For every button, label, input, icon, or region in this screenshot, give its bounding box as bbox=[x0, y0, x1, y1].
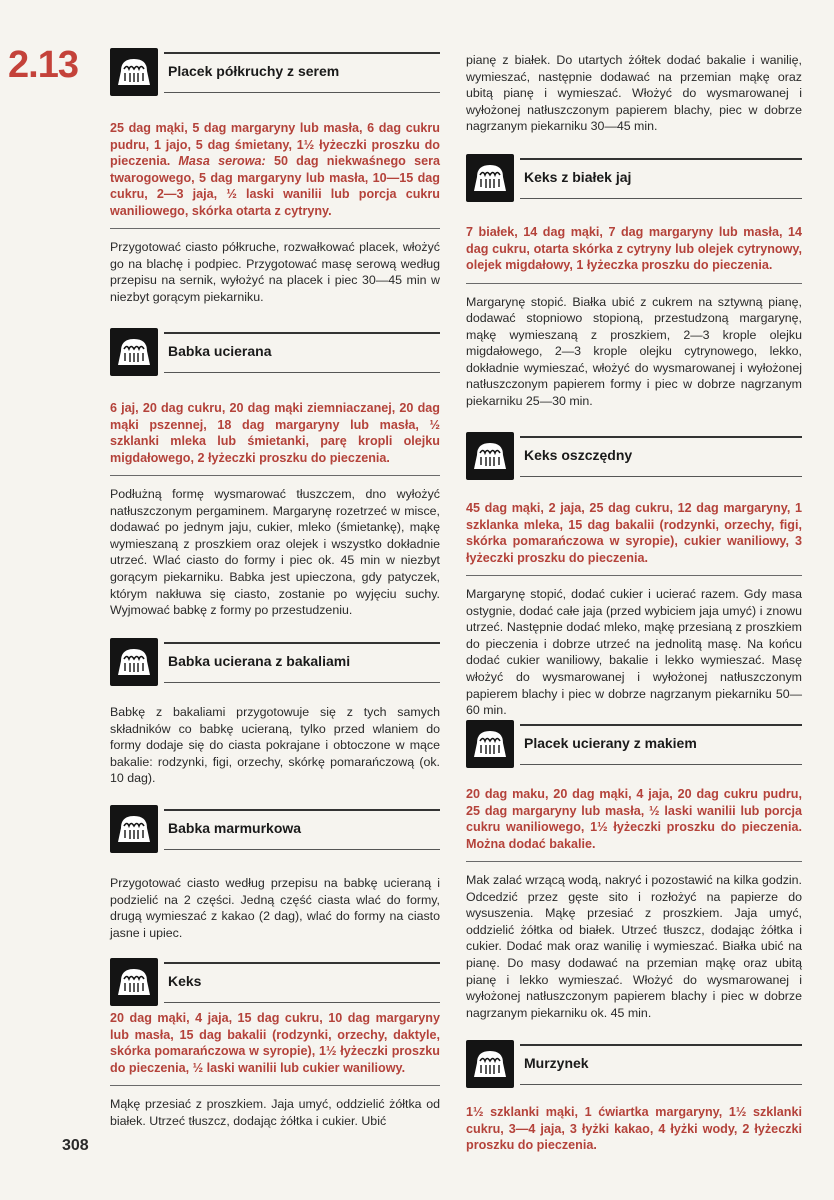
recipe-keks-oszczedny bbox=[466, 432, 802, 719]
header-rule bbox=[520, 158, 802, 160]
ingredients: 20 dag maku, 20 dag mąki, 4 jaja, 20 dag cukru pudru, 25 dag margaryny lub masła, ½ laski wanilii lub porcja cukru waniliowego, 1½ łyżeczki proszku do pieczenia. Można dodać bakalie. bbox=[466, 787, 802, 851]
cake-mold-icon bbox=[466, 432, 514, 480]
sub-label: Masa serowa: bbox=[178, 154, 266, 168]
divider bbox=[466, 283, 802, 284]
recipe-header bbox=[466, 1040, 802, 1090]
recipe-header bbox=[466, 720, 802, 770]
instructions: Przygotować ciasto półkruche, rozwałkować placek, włożyć go na blachę i podpiec. Przygotować masę serową według przepisu na sernik, wyłożyć na placek i piec 30—45 min w niezbyt gorącym piekarniku. bbox=[110, 240, 440, 304]
recipe-placek-z-makiem bbox=[466, 720, 802, 1021]
recipe-keks bbox=[110, 958, 440, 1129]
recipe-header bbox=[110, 638, 440, 688]
instructions: Mak zalać wrzącą wodą, nakryć i pozostawić na kilka godzin. Odcedzić przez gęste sito i rozłożyć na papierze do wysuszenia. Mąkę przesiać z proszkiem. Jaja umyć, oddzielić żółtka od białek. Utrzeć tłuszcz, dodając żółtka i cukier. Dodać mak oraz wanilię i wymieszać. Białka ubić na pianę. Do masy dodawać na przemian mąkę oraz ubitą pianę i lekko wymieszać. Włożyć do wysmarowanej i wyłożonej natłuszczonym papierem blachy i piec w dobrze nagrzanym piekarniku ok. 45 min. bbox=[466, 873, 802, 1020]
divider bbox=[466, 575, 802, 576]
divider bbox=[110, 475, 440, 476]
recipe-title: Babka ucierana z bakaliami bbox=[168, 653, 351, 669]
recipe-header bbox=[110, 958, 440, 1008]
instructions: Przygotować ciasto według przepisu na babkę ucieraną i podzielić na 2 części. Jedną część ciasta wlać do formy, drugą wymieszać z kakao (2 dag), wlać do formy na ciasto jasne i upiec. bbox=[110, 876, 440, 940]
recipe-header bbox=[110, 328, 440, 378]
recipe-title: Keks bbox=[168, 973, 202, 989]
instructions: Margarynę stopić, dodać cukier i ucierać razem. Gdy masa ostygnie, dodać całe jaja (przed wybiciem jaja umyć) i znowu utrzeć. Następnie dodać mleko, mąkę przesianą z proszkiem do pieczenia i dobrze utrzeć na jednolitą masę. Na końcu dodać cukier waniliowy, bakalie i lekko wymieszać. Masę włożyć do wysmarowanej i wyłożonej natłuszczonym papierem blachy i piec w dobrze nagrzanym piekarniku 50—60 min. bbox=[466, 587, 802, 718]
divider bbox=[466, 861, 802, 862]
recipe-babka-marmurkowa bbox=[110, 805, 440, 941]
ingredients: 7 białek, 14 dag mąki, 7 dag margaryny lub masła, 14 dag cukru, otarta skórka z cytryny lub olejek cytrynowy, olejek migdałowy, 1 łyżeczka proszku do pieczenia. bbox=[466, 225, 802, 272]
header-rule bbox=[164, 809, 440, 811]
recipe-title: Keks z białek jaj bbox=[524, 169, 632, 185]
divider bbox=[110, 1085, 440, 1086]
header-rule bbox=[164, 332, 440, 334]
recipe-title: Babka marmurkowa bbox=[168, 820, 302, 836]
header-rule bbox=[520, 436, 802, 438]
recipe-placek-polkruchy bbox=[110, 48, 440, 305]
recipe-title: Keks oszczędny bbox=[524, 447, 633, 463]
cake-mold-icon bbox=[466, 720, 514, 768]
ingredients: 1½ szklanki mąki, 1 ćwiartka margaryny, 1½ szklanki cukru, 3—4 jaja, 3 łyżki kakao, 4 łyżki wody, 2 łyżeczki proszku do pieczenia. bbox=[466, 1105, 802, 1152]
cake-mold-icon bbox=[110, 328, 158, 376]
recipe-keks-z-bialek bbox=[466, 154, 802, 410]
sub-ingredients-text: 50 dag niekwaśnego sera twarogowego, 5 dag margaryny lub masła, 10—15 dag cukru, 2—3 jaja, ½ laski wanilii lub porcja cukru waniliowego, skórka otarta z cytryny. bbox=[110, 154, 440, 218]
header-rule bbox=[164, 52, 440, 54]
recipe-babka-ucierana bbox=[110, 328, 440, 619]
instructions: Babkę z bakaliami przygotowuje się z tych samych składników co babkę ucieraną, tylko przed wlaniem do formy dodaje się do ciasta pokrajane i obtoczone w mące bakalie: rodzynki, figi, orzechy, skórkę pomarańczową (ok. 10 dag). bbox=[110, 705, 440, 786]
instructions: Margarynę stopić. Białka ubić z cukrem na sztywną pianę, dodawać stopniowo stopioną, przestudzoną margarynę, mąkę wymieszaną z proszkiem, 2—3 krople olejku migdałowego, 2—3 krople olejku cytrynowego, lekko, dokładnie wymieszać, włożyć do wysmarowanej i wyłożonej natłuszczonym papierem formy i piec w dobrze nagrzanym piekarniku 25—30 min. bbox=[466, 294, 802, 409]
header-rule bbox=[164, 642, 440, 644]
recipe-header bbox=[110, 48, 440, 98]
cake-mold-icon bbox=[466, 1040, 514, 1088]
recipe-title: Placek ucierany z makiem bbox=[524, 735, 697, 751]
ingredients-text: 25 dag mąki, 5 dag margaryny lub masła, 6 dag cukru pudru, 1 jajo, 5 dag śmietany, 1½ łyżeczki proszku do pieczenia. bbox=[110, 121, 440, 168]
cake-mold-icon bbox=[110, 805, 158, 853]
header-rule bbox=[164, 1002, 440, 1003]
recipe-title: Murzynek bbox=[524, 1055, 589, 1071]
recipe-title: Babka ucierana bbox=[168, 343, 272, 359]
page-number: 308 bbox=[62, 1137, 89, 1154]
section-number: 2.13 bbox=[8, 44, 78, 86]
header-rule bbox=[520, 764, 802, 765]
header-rule bbox=[164, 962, 440, 964]
cake-mold-icon bbox=[110, 638, 158, 686]
divider bbox=[110, 228, 440, 229]
recipe-title: Placek półkruchy z serem bbox=[168, 63, 340, 79]
header-rule bbox=[520, 1084, 802, 1085]
ingredients bbox=[110, 120, 440, 219]
header-rule bbox=[520, 476, 802, 477]
recipe-babka-z-bakaliami bbox=[110, 638, 440, 787]
continuation-text: pianę z białek. Do utartych żółtek dodać bakalie i wanilię, wymieszać, następnie dodawać na przemian mąkę oraz ubitą pianę i wymieszać. Włożyć do wysmarowanej i wyłożonej natłuszczonym papierem blachy, piec w dobrze nagrzanym piekarniku 30—45 min. bbox=[466, 53, 802, 134]
header-rule bbox=[520, 198, 802, 199]
ingredients: 20 dag mąki, 4 jaja, 15 dag cukru, 10 dag margaryny lub masła, 15 dag bakalii (rodzynki, orzechy, daktyle, skórka pomarańczowa w syropie), 1½ łyżeczki proszku do pieczenia, ½ laski wanilii lub cukier waniliowy. bbox=[110, 1011, 440, 1075]
cake-mold-icon bbox=[110, 958, 158, 1006]
header-rule bbox=[164, 372, 440, 373]
recipe-header bbox=[110, 805, 440, 855]
cake-mold-icon bbox=[110, 48, 158, 96]
recipe-header bbox=[466, 154, 802, 204]
recipe-murzynek bbox=[466, 1040, 802, 1154]
header-rule bbox=[520, 1044, 802, 1046]
header-rule bbox=[520, 724, 802, 726]
ingredients: 6 jaj, 20 dag cukru, 20 dag mąki ziemniaczanej, 20 dag mąki pszennej, 18 dag margaryny lub masła, ½ szklanki mleka lub śmietanki, parę kropli olejku migdałowego, 2 łyżeczki proszku do pieczenia. bbox=[110, 401, 440, 465]
instructions: Mąkę przesiać z proszkiem. Jaja umyć, oddzielić żółtka od białek. Utrzeć tłuszcz, dodając żółtka i cukier. Ubić bbox=[110, 1097, 440, 1128]
recipe-header bbox=[466, 432, 802, 482]
header-rule bbox=[164, 682, 440, 683]
ingredients: 45 dag mąki, 2 jaja, 25 dag cukru, 12 dag margaryny, 1 szklanka mleka, 15 dag bakalii (rodzynki, orzechy, figi, skórka pomarańczowa w syropie), cukier waniliowy, 3 łyżeczki proszku do pieczenia. bbox=[466, 501, 802, 565]
header-rule bbox=[164, 849, 440, 850]
header-rule bbox=[164, 92, 440, 93]
instructions: Podłużną formę wysmarować tłuszczem, dno wyłożyć natłuszczonym pergaminem. Margarynę rozetrzeć w misce, dodawać po jednym jaju, cukier, mleko (śmietankę), mąkę wymieszaną z proszkiem oraz olejek i wszystko dokładnie utrzeć. Wlać ciasto do formy i piec ok. 45 min w niezbyt gorącym piekarniku. Babka jest upieczona, gdy patyczek, którym nakłuwa się ciasto, zostanie po wyjęciu suchy. Wyjmować babkę z formy po przestudzeniu. bbox=[110, 487, 440, 618]
cake-mold-icon bbox=[466, 154, 514, 202]
